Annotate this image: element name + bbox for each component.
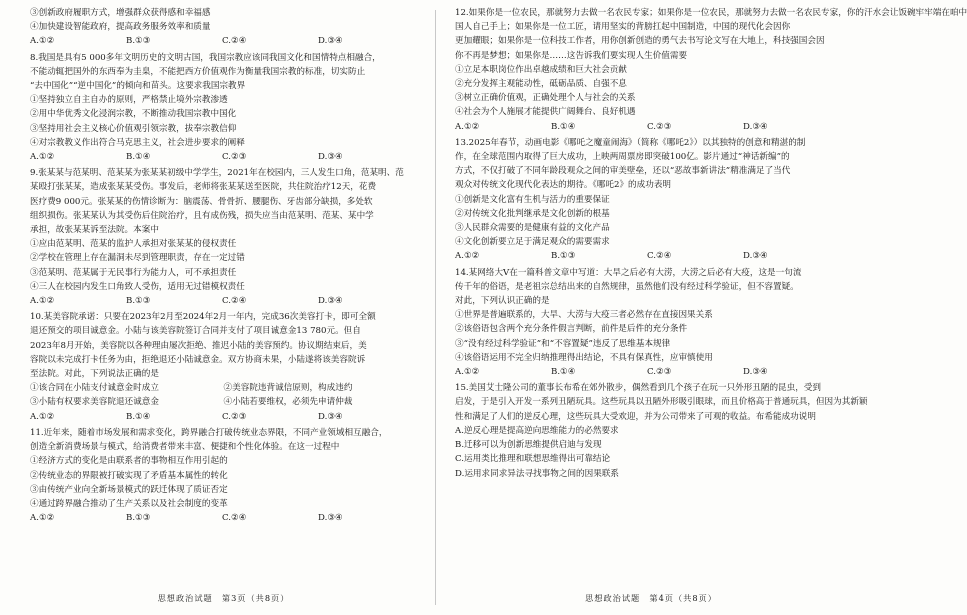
- option-a: A.①②: [30, 513, 55, 524]
- answer-options: [455, 120, 847, 134]
- prev-question-tail: [30, 6, 417, 49]
- question-stem-line: 作，在全球范围内取得了巨大成功，上映两周票房即突破100亿。影片通过“神话新编”的: [455, 152, 790, 163]
- item-line: ④加快建设智能政府，提高政务服务效率和质量: [30, 22, 211, 33]
- option-c: C.②③: [647, 121, 672, 132]
- question-stem-line: 承担，故张某某诉至法院。本案中: [30, 225, 159, 236]
- answer-options: [30, 34, 417, 48]
- item-line: ④小陆若要维权，必须先申请仲裁: [223, 397, 353, 408]
- option-a: A.①②: [455, 367, 480, 378]
- item-line: ③范某明、范某属于无民事行为能力人，可不承担责任: [30, 267, 237, 278]
- option-a: A.①②: [30, 36, 55, 47]
- option-c: C.②④: [222, 36, 247, 47]
- option-c: C.②④: [647, 251, 672, 262]
- item-line: ③树立正确价值观，正确处理个人与社会的关系: [455, 93, 636, 104]
- item-line: ④三人在校园内发生口角致人受伤，适用无过错模权责任: [30, 281, 245, 292]
- question-stem-line: 某殴打张某某，造成张某某受伤。事发后，老师将张某某送至医院，共住院治疗12天，花费: [30, 182, 377, 193]
- answer-options: [455, 365, 847, 379]
- item-line: ②学校在管理上存在漏洞未尽到管理职责，存在一定过错: [30, 253, 245, 264]
- item-line: ③坚持用社会主义核心价值观引领宗教，拔奉宗教信仰: [30, 123, 237, 134]
- question-stem-line: 14.某网络大V在一篇科普文章中写道：大旱之后必有大涝，大涝之后必有大疫，这是一句流: [455, 267, 802, 278]
- question-stem-line: 组织损伤。张某某认为其受伤后住院治疗，且有成伤残，损失应当由范某明、范某、某中学: [30, 210, 374, 221]
- question-12: [455, 6, 967, 134]
- item-line: ①应由范某明、范某的监护人承担对张某某的侵权责任: [30, 239, 237, 250]
- page-footer: 思想政治试题 第3页（共8页）: [157, 592, 290, 603]
- answer-options: [455, 249, 847, 263]
- answer-options: [30, 410, 417, 424]
- item-line: ①经济方式的变化是由联系者的事物相互作用引起的: [30, 456, 228, 467]
- item-pair: [30, 381, 417, 395]
- option-b: B.①④: [551, 367, 576, 378]
- item-line: ①立足本职岗位作出卓越成绩和巨大社会贡献: [455, 64, 627, 75]
- option-b: B.①④: [126, 152, 151, 163]
- option-line: A.逆反心理是提高逆向思维能力的必然要求: [455, 425, 619, 436]
- option-b: B.①③: [126, 296, 151, 307]
- option-c: C.②④: [222, 513, 247, 524]
- item-line: ①世界是普遍联系的，大旱、大涝与大疫三者必然存在直接因果关系: [455, 310, 713, 321]
- question-stem-line: 退还预交的项目诚意金。小陆与该美容院签订合同并支付了项目诚意金13 780元。但自: [30, 326, 361, 337]
- option-b: B.①③: [551, 251, 576, 262]
- question-13: [455, 136, 847, 264]
- question-stem-line: 你不再是梦想；如果你是……这告诉我们要实现人生价值需要: [455, 50, 688, 61]
- option-c: C.②③: [222, 411, 247, 422]
- answer-options: [30, 294, 417, 308]
- item-line: ④文化创新要立足于满足观众的需要需求: [455, 237, 610, 248]
- question-stem-line: 对此，下列认识正确的是: [455, 296, 550, 307]
- option-a: A.①②: [30, 296, 55, 307]
- item-line: ①创新是文化富有生机与活力的重要保证: [455, 194, 610, 205]
- question-stem-line: 医疗费9 000元。张某某的伤情诊断为：脑震荡、骨骨折、腰腿伤、牙齿部分缺损，多处软: [30, 196, 373, 207]
- item-line: ③创新政府履职方式，增强群众获得感和幸福感: [30, 8, 211, 18]
- option-a: A.①②: [30, 411, 55, 422]
- item-line: ④社会为个人施展才能提供广阔舞台、良好机遇: [455, 107, 636, 118]
- item-pair: [30, 395, 417, 409]
- option-a: A.①②: [30, 152, 55, 163]
- question-stem-line: 2023年8月开始，美容院以各种理由屡次拒绝、推迟小陆的美容预约。协议期结束后，美: [30, 340, 367, 351]
- question-stem-line: 观众对传统文化现代化表达的期待。《哪吒2》的成功表明: [455, 180, 672, 191]
- option-d: D.③④: [318, 513, 343, 524]
- question-stem-line: 9.张某某与范某明、范某某为张某某初级中学学生，2021年在校园内，三人发生口角，范某明、范: [30, 168, 404, 179]
- question-stem-line: 至法院。对此，下列说法正确的是: [30, 369, 159, 380]
- item-line: ③人民群众需要的是健康有益的文化产品: [455, 223, 610, 234]
- option-d: D.③④: [743, 367, 768, 378]
- item-line: ④该俗语运用不完全归纳推理得出结论，不具有保真性，应审慎使用: [455, 352, 713, 363]
- question-stem-line: 启发，于是引入开发一系列丑陋玩具。这些玩具以丑陋外形吸引眼球，而且价格高于普通玩具，但因为其新颖: [455, 397, 868, 408]
- question-stem-line: 创造全新消费场景与模式，给消费者带来丰富、便捷和个性化体验。在这一过程中: [30, 442, 340, 453]
- question-stem-line: 12.如果你是一位农民，那就努力去做一名农民专家；如果你是一位农民，那就努力去做一名农民专家，你的汗水会让饭碗牢牢端在咱中: [455, 8, 967, 18]
- item-line: ④通过跨界融合推动了生产关系以及社会制度的变革: [30, 498, 228, 509]
- item-line: ②对传统文化批判继承是文化创新的根基: [455, 208, 610, 219]
- item-line: ③由传统产业向全新场景模式的跃迁体现了质证否定: [30, 484, 228, 495]
- option-d: D.③④: [318, 36, 343, 47]
- item-line: ②充分发挥主观能动性，砥砺品质、自强不息: [455, 79, 627, 90]
- item-line: ①坚持独立自主自办的原则，严格禁止境外宗教渗透: [30, 95, 228, 106]
- question-14: [455, 266, 847, 380]
- page-footer: 思想政治试题 第4页（共8页）: [585, 592, 717, 603]
- option-d: D.③④: [318, 411, 343, 422]
- question-stem-line: 传千年的俗语，是老祖宗总结出来的自然规律，虽然他们没有经过科学验证，但不容置疑。: [455, 281, 799, 292]
- option-d: D.③④: [318, 152, 343, 163]
- item-line: ④对宗教教义作出符合马克思主义，社会进步要求的阐释: [30, 137, 245, 148]
- question-stem-line: 国人自己手上；如果你是一位工匠，请用坚实的背膀扛起中国制造，中国的现代化会因你: [455, 22, 791, 33]
- option-d: D.③④: [318, 296, 343, 307]
- option-line: D.运用求同求异法寻找事物之间的因果联系: [455, 468, 620, 479]
- left-page: [22, 0, 425, 615]
- question-stem-line: “去中国化”“逆中国化”的倾向和苗头。这要求我国宗教界: [30, 81, 246, 92]
- question-9: [30, 166, 417, 308]
- answer-options: [30, 150, 417, 164]
- option-d: D.③④: [743, 121, 768, 132]
- option-b: B.①④: [126, 411, 151, 422]
- question-stem-line: 11.近年来，随着市场发展和需求变化，跨界融合打破传统业态界限，不同产业领域相互融合，: [30, 427, 388, 438]
- question-stem-line: 方式，不仅打破了不同年龄段观众之间的审美壁垒，还以“恶故事新讲法”精准满足了当代: [455, 166, 791, 177]
- item-line: ②美容院违背诚信原则，构成违约: [223, 383, 353, 394]
- question-stem-line: 更加耀眼；如果你是一位科技工作者，用你创新创造的勇气去书写论文写在大地上，科技强国会因: [455, 36, 825, 47]
- item-line: ②用中华优秀文化浸润宗教，不断推动我国宗教中国化: [30, 109, 237, 120]
- page-divider: [435, 10, 436, 605]
- question-stem-line: 性和满足了人们的逆反心理，这些玩具大受欢迎，并为公司带来了可观的收益。布希能成功说明: [455, 411, 816, 422]
- question-15: [455, 381, 868, 480]
- item-line: ①该合同在小陆支付诚意金时成立: [30, 383, 159, 394]
- option-c: C.②③: [647, 367, 672, 378]
- option-b: B.①③: [126, 513, 151, 524]
- question-stem-line: 不能动辄把国外的东西奉为圭臬，不能把西方价值观作为衡量我国宗教的标准，切实防止: [30, 66, 366, 77]
- option-c: C.②④: [222, 296, 247, 307]
- item-line: ③小陆有权要求美容院退还诚意金: [30, 397, 159, 408]
- option-b: B.①④: [551, 121, 576, 132]
- answer-options: [30, 511, 417, 525]
- question-8: [30, 51, 417, 165]
- question-stem-line: 容院以未完成打卡任务为由，拒绝退还小陆诚意金。双方协商未果，小陆遂将该美容院诉: [30, 354, 366, 365]
- option-a: A.①②: [455, 251, 480, 262]
- question-stem-line: 15.美国艾士隆公司的董事长布希在郊外散步，偶然看到几个孩子在玩一只外形丑陋的昆虫，受到: [455, 383, 822, 394]
- item-line: ③“没有经过科学验证”和“不容置疑”违反了思维基本规律: [455, 338, 671, 349]
- item-line: ②该俗语包含两个充分条件假言判断，前件是后件的充分条件: [455, 324, 688, 335]
- right-page: [447, 0, 967, 615]
- question-11: [30, 426, 417, 525]
- question-10: [30, 310, 417, 424]
- item-line: ②传统业态的界限被打破实现了矛盾基本属性的转化: [30, 470, 228, 481]
- option-line: C.运用类比推理和联想思维得出可靠结论: [455, 454, 611, 465]
- question-stem-line: 8.我国是具有5 000多年文明历史的文明古国，我国宗教应该同我国文化和国情特点相融合，: [30, 52, 381, 63]
- option-b: B.①③: [126, 36, 151, 47]
- option-a: A.①②: [455, 121, 480, 132]
- question-stem-line: 10.某美容院承诺：只要在2023年2月至2024年2月一年内，完成36次美容打卡，即可全额: [30, 312, 376, 323]
- option-d: D.③④: [743, 251, 768, 262]
- option-c: C.②③: [222, 152, 247, 163]
- question-stem-line: 13.2025年春节，动画电影《哪吒之魔童闹海》（简称《哪吒2》）以其独特的创意和精湛的制: [455, 137, 806, 148]
- option-line: B.迁移可以为创新思维提供启迪与发现: [455, 440, 602, 451]
